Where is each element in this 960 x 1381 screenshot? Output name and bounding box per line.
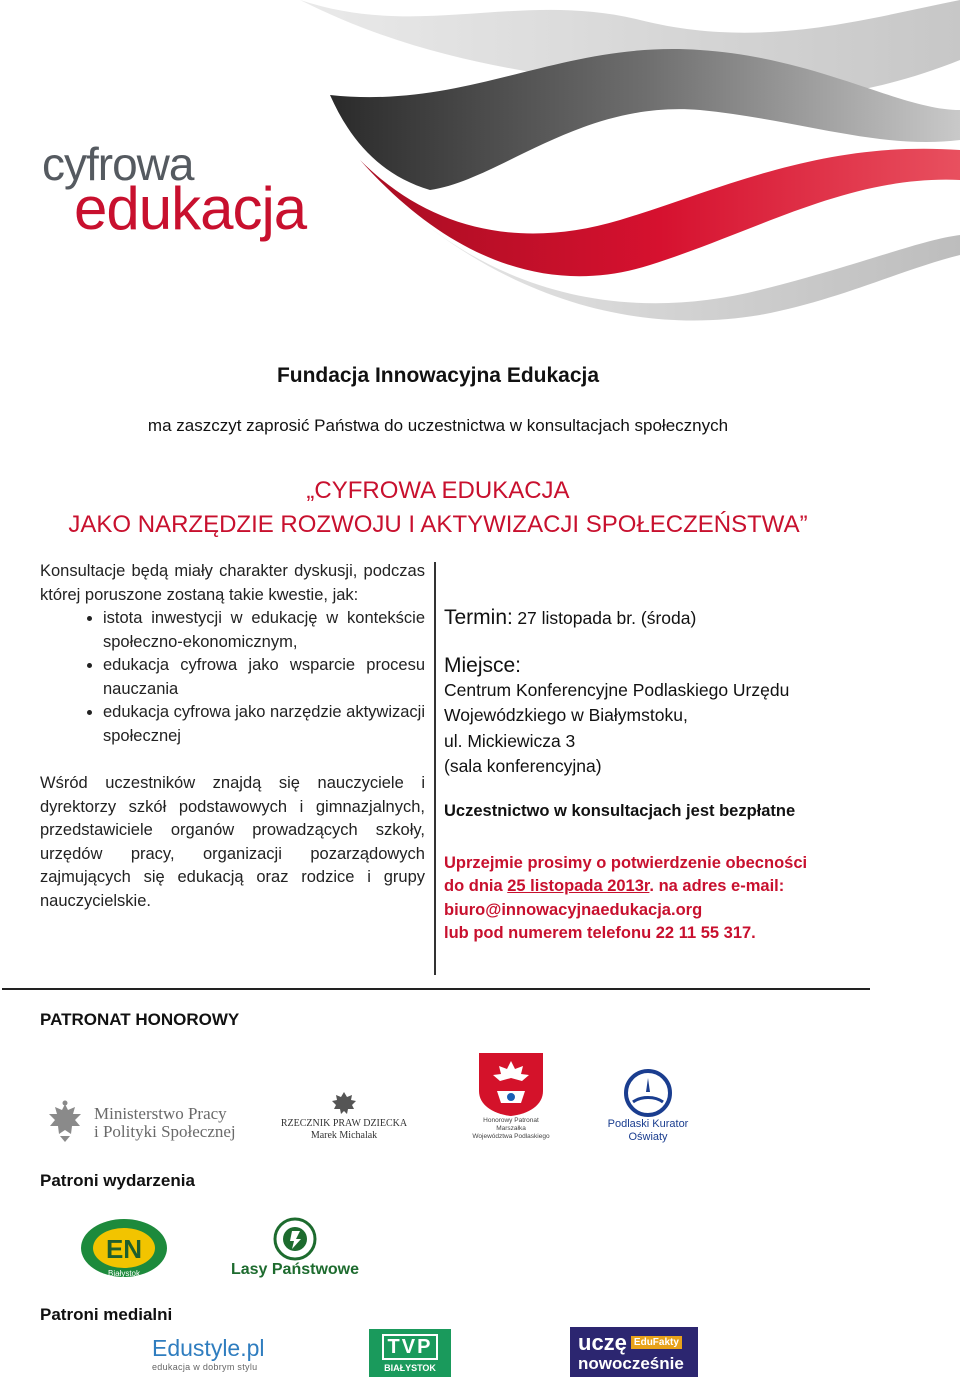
edufakty-tag: EduFakty [631, 1336, 682, 1349]
tvp-mark: TVP [382, 1334, 439, 1360]
rsvp-prefix: do dnia [444, 877, 508, 895]
edustyle-name: Edustyle.pl [152, 1334, 265, 1361]
invitation-text: ma zaszczyt zaprosić Państwa do uczestnictwa w konsultacjach społecznych [147, 416, 729, 435]
rsvp-suffix: . na adres e-mail: [649, 877, 785, 895]
event-title-line-1: „CYFROWA EDUKACJA [306, 477, 570, 504]
list-item: • edukacja cyfrowa jako wsparcie procesu nauczania [103, 654, 425, 701]
place-label: Miejsce: [444, 653, 522, 677]
cen-logo [78, 1216, 170, 1282]
list-item: • edukacja cyfrowa jako narzędzie aktywizacji społecznej [103, 701, 425, 748]
logo-word-cyfrowa: cyfrowa [42, 138, 194, 190]
ombudsman-person: Marek Michalak [310, 1130, 378, 1141]
ministry-logo [44, 1098, 244, 1148]
place-line: Wojewódzkiego w Białymstoku, [444, 705, 688, 725]
rsvp-line [444, 875, 864, 899]
description-column [40, 560, 425, 913]
topics-list [40, 607, 425, 748]
state-forests-logo [228, 1214, 362, 1282]
event-title-line-2: JAKO NARZĘDZIE ROZWOJU I AKTYWIZACJI SPOŁECZEŃSTWA” [68, 511, 808, 538]
column-divider [434, 562, 436, 975]
logo-word-edukacja: edukacja [74, 175, 307, 242]
edustyle-tagline: edukacja w dobrym stylu [152, 1361, 258, 1372]
nowoczesnie-word: nowocześnie [578, 1353, 684, 1373]
marshal-caption-line: Województwa Podlaskiego [472, 1133, 550, 1140]
edustyle-logo [152, 1332, 265, 1374]
honorary-patronage-heading: PATRONAT HONOROWY [40, 1010, 240, 1029]
place-line: Centrum Konferencyjne Podlaskiego Urzędu [444, 679, 790, 700]
education-superintendent-logo [600, 1066, 696, 1146]
cen-city: Białystok [107, 1269, 141, 1278]
cen-emblem-icon [78, 1216, 170, 1282]
eagle-icon [331, 1090, 357, 1118]
place-line: (sala konferencyjna) [444, 756, 602, 776]
rsvp-line: Uprzejmie prosimy o potwierdzenie obecności [444, 853, 808, 872]
rsvp-block [444, 852, 864, 946]
section-divider [2, 988, 870, 990]
ombudsman-logo [280, 1086, 408, 1146]
coat-of-arms-icon [475, 1051, 547, 1117]
emblem-icon [619, 1068, 677, 1118]
superintendent-line: Oświaty [628, 1131, 668, 1143]
term-label: Termin: [444, 606, 513, 629]
tvp-logo [369, 1329, 451, 1377]
event-details-column [444, 606, 864, 946]
ombudsman-title: RZECZNIK PRAW DZIECKA [280, 1118, 408, 1129]
ministry-name-line: i Polityki Społecznej [94, 1122, 236, 1141]
place-line: ul. Mickiewicza 3 [444, 730, 576, 751]
eagle-icon [44, 1100, 86, 1146]
email-link[interactable]: biuro@innowacyjnaedukacja.org [444, 900, 703, 919]
free-participation-note: Uczestnictwo w konsultacjach jest bezpłatne [444, 801, 796, 820]
state-forests-emblem-icon [273, 1217, 317, 1261]
marshal-logo [470, 1050, 552, 1142]
term-row [444, 606, 864, 632]
event-patrons-heading: Patroni wydarzenia [40, 1171, 195, 1190]
rsvp-date: 25 listopada 2013r [507, 877, 650, 895]
participants-paragraph: Wśród uczestników znajdą się nauczyciele i dyrektorzy szkół podstawowych i gimnazjalnych, przedstawiciele organów prowadzących szkoły, urzędów pracy, organizacji pozarządowych zajmujących się edukacją oraz rodzice i grupy nauczycielskie. [40, 774, 425, 910]
phone-line: lub pod numerem telefonu 22 11 55 317. [444, 924, 756, 942]
superintendent-line: Podlaski Kurator [607, 1118, 689, 1130]
marshal-caption-line: Honorowy Patronat [483, 1117, 539, 1124]
state-forests-name: Lasy Państwowe [230, 1261, 360, 1278]
ucze-word: uczę [578, 1329, 627, 1355]
description-paragraph: Konsultacje będą miały charakter dyskusji, podczas której poruszone zostaną takie kwestie, jak: [40, 562, 425, 604]
ucze-nowoczesnie-logo [570, 1327, 698, 1377]
ministry-name-line: Ministerstwo Pracy [94, 1104, 227, 1123]
media-patrons-heading: Patroni medialni [40, 1305, 173, 1324]
tvp-region: BIAŁYSTOK [384, 1362, 436, 1373]
term-value: 27 listopada br. (środa) [517, 608, 697, 628]
list-item: • istota inwestycji w edukację w kontekście społeczno-ekonomicznym, [103, 607, 425, 654]
cen-letters: EN [105, 1234, 143, 1264]
marshal-caption-line: Marszałka [496, 1125, 526, 1132]
organization-name: Fundacja Innowacyjna Edukacja [276, 364, 600, 387]
